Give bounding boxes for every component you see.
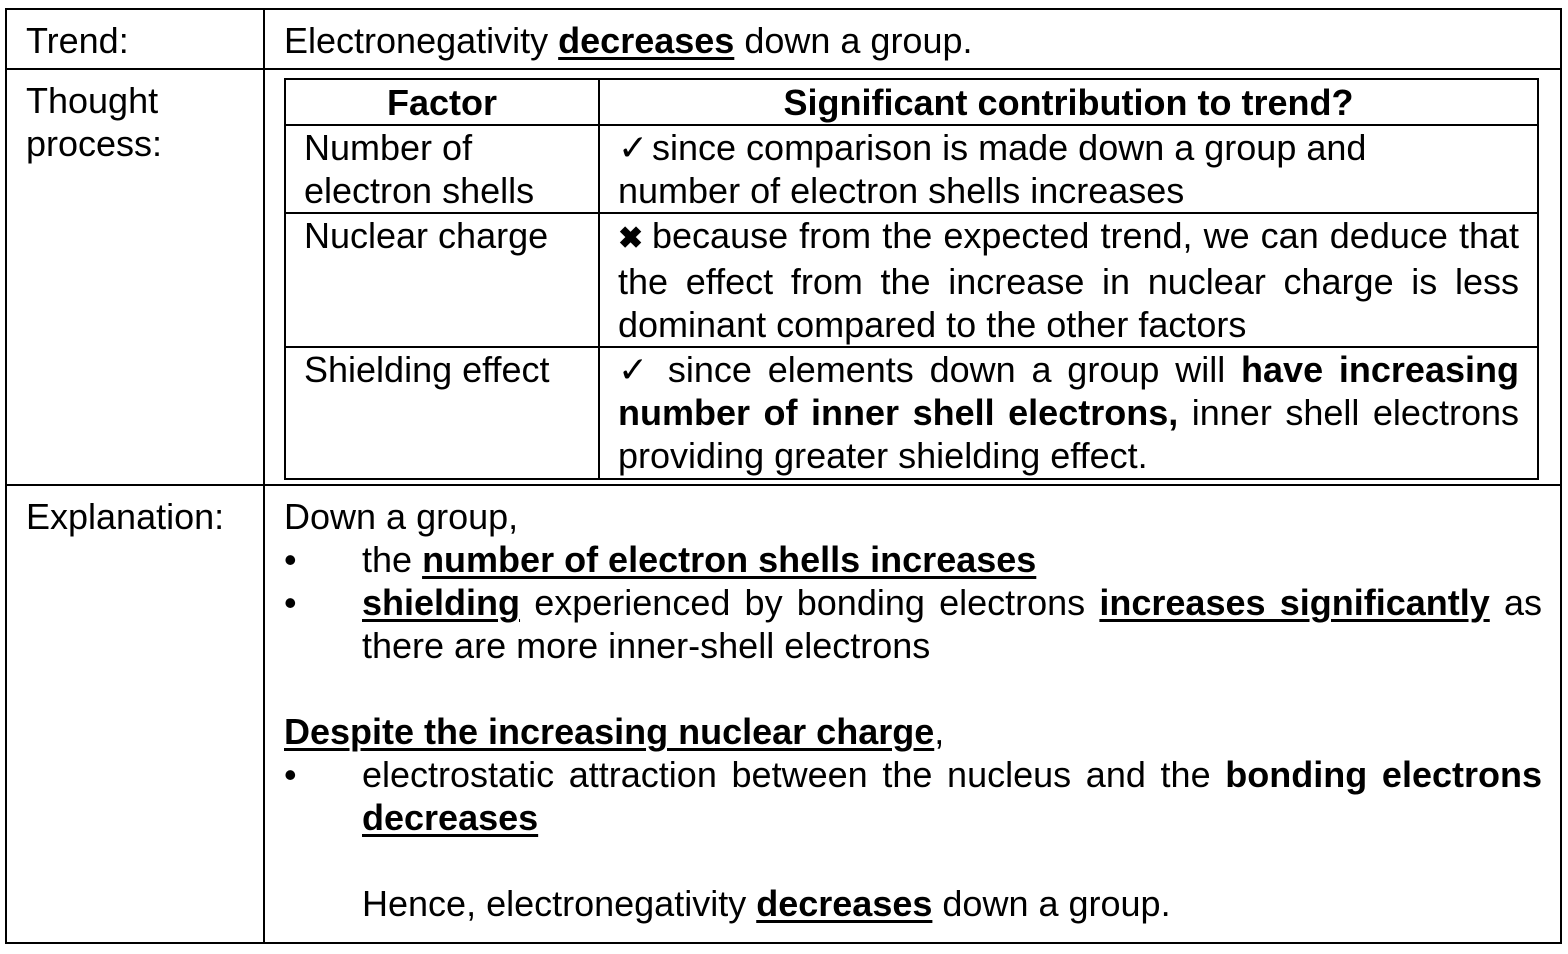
trend-statement (264, 9, 1561, 69)
thought-label (6, 69, 264, 485)
trend-key: decreases (558, 20, 735, 61)
bullet-icon: • (284, 539, 297, 580)
explanation-row (6, 485, 1561, 943)
cross-icon: ✖ (618, 222, 644, 255)
factor-header: Factor (285, 79, 599, 125)
factor-cell (285, 125, 599, 213)
bullet-text (362, 753, 1542, 839)
contribution-line1: since comparison is made down a group and (652, 127, 1367, 168)
factor-cell: Shielding effect (285, 347, 599, 479)
explanation-label: Explanation: (6, 485, 264, 943)
hence-post: down a group. (942, 883, 1171, 924)
despite-comma: , (934, 711, 945, 752)
conclusion-line (284, 882, 1542, 925)
thought-label-line1: Thought (26, 80, 159, 121)
bullet-item (284, 753, 1542, 839)
contribution-text-a: since elements down a group will (667, 349, 1226, 390)
thought-content (264, 69, 1561, 485)
explanation-intro: Down a group, (284, 496, 519, 537)
contribution-cell (599, 213, 1538, 347)
b1-key: number of electron shells increases (422, 539, 1037, 580)
electronegativity-trend-table (5, 8, 1562, 944)
contribution-line2: number of electron shells increases (618, 170, 1185, 211)
contribution-cell (599, 347, 1538, 479)
trend-label: Trend: (6, 9, 264, 69)
contribution-text: because from the expected trend, we can deduce that the effect from the increase in nuclear charge is less dominant compared to the other factors (618, 215, 1519, 345)
bullet-item (284, 538, 1542, 581)
contribution-text-bold: have increasing number of inner shell electrons, (618, 349, 1519, 433)
bullet-text (362, 581, 1542, 667)
factor-row-shells (285, 125, 1538, 213)
contribution-cell (599, 125, 1538, 213)
despite-line (284, 710, 1542, 753)
factor-line2: electron shells (304, 170, 535, 211)
trend-post: down a group. (744, 20, 973, 61)
factor-table (284, 78, 1539, 480)
b2-key1: shielding (362, 582, 521, 623)
hence-key: decreases (756, 883, 933, 924)
hence-pre: Hence, electronegativity (362, 883, 747, 924)
b2-post: as there are more inner-shell electrons (362, 582, 1542, 666)
factor-row-shielding (285, 347, 1538, 479)
contribution-text-b: inner shell electrons providing greater shielding effect. (618, 392, 1519, 476)
thought-process-row (6, 69, 1561, 485)
trend-row (6, 9, 1561, 69)
contribution-header: Significant contribution to trend? (599, 79, 1538, 125)
check-icon: ✓ (618, 127, 649, 168)
bullet-icon: • (284, 582, 297, 623)
factor-row-nuclear (285, 213, 1538, 347)
b2-key2: increases significantly (1099, 582, 1490, 623)
bullet-item (284, 581, 1542, 667)
bullet-text (362, 538, 1542, 581)
b1-pre: the (362, 539, 413, 580)
bullet-icon: • (284, 754, 297, 795)
despite-key: Despite the increasing nuclear charge (284, 711, 935, 752)
b3-bold: bonding electrons (1225, 754, 1542, 795)
b3-key: decreases (362, 797, 539, 838)
b2-mid: experienced by bonding electrons (534, 582, 1086, 623)
factor-cell: Nuclear charge (285, 213, 599, 347)
explanation-content (264, 485, 1561, 943)
check-icon: ✓ (618, 349, 649, 390)
b3-pre: electrostatic attraction between the nucleus and the (362, 754, 1211, 795)
factor-line1: Number of (304, 127, 473, 168)
thought-label-line2: process: (26, 123, 163, 164)
factor-header-row (285, 79, 1538, 125)
trend-pre: Electronegativity (284, 20, 549, 61)
